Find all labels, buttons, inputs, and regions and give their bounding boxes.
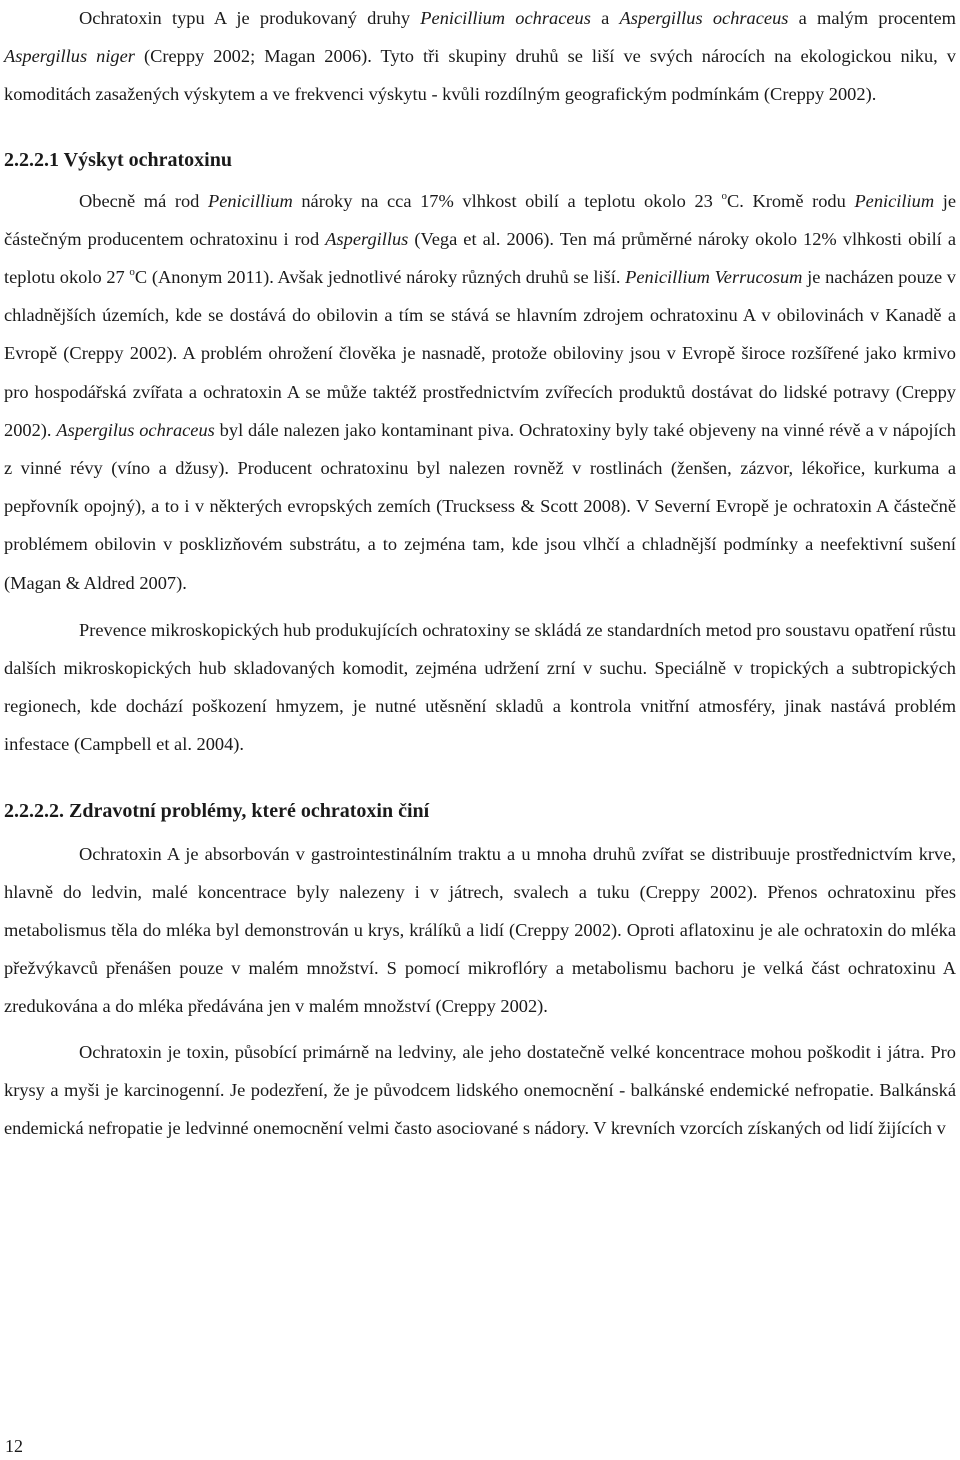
page-number: 12 xyxy=(5,1436,23,1456)
section2-paragraph-2: Ochratoxin je toxin, působící primárně na ledviny, ale jeho dostatečně velké koncentrace mohou poškodit i játra. Pro krysy a myši je karcinogenní. Je podezření, že je původcem lidského onemocnění - balkánské endemické nefropatie. Balkánská endemická nefropatie je ledvinné onemocnění velmi často asociované s nádory. V krevních vzorcích získaných od lidí žijících v xyxy=(4,1041,956,1139)
section-heading-zdravotni: 2.2.2.2. Zdravotní problémy, které ochratoxin činí xyxy=(4,799,430,822)
section1-paragraph-2: Prevence mikroskopických hub produkujících ochratoxiny se skládá ze standardních metod pro soustavu opatření růstu dalších mikroskopických hub skladovaných komodit, zejména udržení zrní v suchu. Speciálně v tropických a subtropických regionech, kde dochází poškození hmyzem, je nutné utěsnění skladů a kontrola vnitřní atmosféry, jinak nastává problém infestace (Campbell et al. 2004). xyxy=(4,619,956,755)
section1-paragraph-1: Obecně má rod Penicillium nároky na cca 17% vlhkost obilí a teplotu okolo 23 $^o$C. Kromě rodu Penicilium je částečným producentem ochratoxinu i rod Aspergillus (Vega et al. 2006). Ten má průměrné nároky okolo 12% vlhkosti obilí a teplotu okolo 27 $^o$C (Anonym 2011). Avšak jednotlivé nároky různých druhů se liší. Penicillium Verrucosum je nacházen pouze v chladnějších územích, kde se dostává do obilovin a tím se stává se hlavním zdrojem ochratoxinu A v obilovinách v Kanadě a Evropě (Creppy 2002). A problém ohrožení člověka je nasnadě, protože obiloviny jsou v Evropě široce rozšířené jako krmivo pro hospodářská zvířata a ochratoxin A se může taktéž prostřednictvím zvířecích produktů dostávat do lidské potravy (Creppy 2002). Aspergilus ochraceus byl dále nalezen jako kontaminant piva. Ochratoxiny byly také objeveny na vinné révě a v nápojích z vinné révy (víno a džusy). Producent ochratoxinu byl nalezen rovněž v rostlinách (ženšen, zázvor, lékořice, kurkuma a pepřovník opojný), a to i v některých evropských zemích (Trucksess & Scott 2008). V Severní Evropě je ochratoxin A částečně problémem obilovin v posklizňovém substrátu, a to zejména tam, kde jsou vlhčí a chladnější podmínky a neefektivní sušení (Magan & Aldred 2007). xyxy=(4,189,956,593)
section2-paragraph-1: Ochratoxin A je absorbován v gastrointestinálním traktu a u mnoha druhů zvířat se distribuuje prostřednictvím krve, hlavně do ledvin, malé koncentrace byly nalezeny i v játrech, svalech a tuku (Creppy 2002). Přenos ochratoxinu přes metabolismus těla do mléka byl demonstrován u krys, králíků a lidí (Creppy 2002). Oproti aflatoxinu je ale ochratoxin do mléka přežvýkavců přenášen pouze v malém množství. S pomocí mikroflóry a metabolismu bachoru je velká část ochratoxinu A zredukována a do mléka předávána jen v malém množství (Creppy 2002). xyxy=(4,843,956,1017)
section-heading-vyskyt: 2.2.2.1 Výskyt ochratoxinu xyxy=(4,148,232,171)
intro-paragraph: Ochratoxin typu A je produkovaný druhy Penicillium ochraceus a Aspergillus ochraceus a malým procentem Aspergillus niger (Creppy 2002; Magan 2006). Tyto tři skupiny druhů se liší ve svých nárocích na ekologickou niku, v komoditách zasažených výskytem a ve frekvenci výskytu - kvůli rozdílným geografickým podmínkám (Creppy 2002). xyxy=(4,8,956,105)
document-page xyxy=(4,0,956,1147)
